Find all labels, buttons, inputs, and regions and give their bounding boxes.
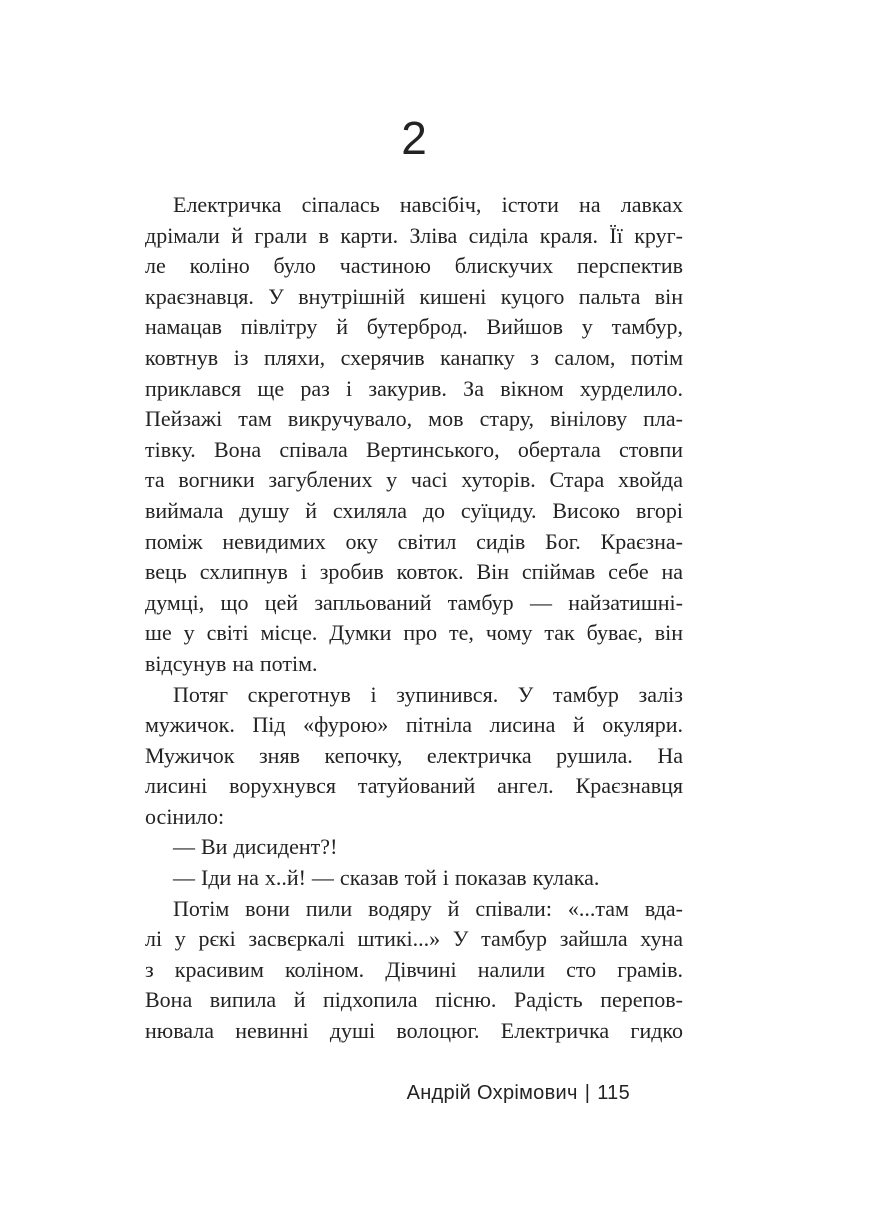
body-line: ковтнув із пляхи, схерячив канапку з салом, потім: [145, 344, 683, 370]
footer-page-number: 115: [597, 1082, 630, 1104]
body-line: ше у світі місце. Думки про те, чому так буває, він: [145, 620, 683, 646]
chapter-number: 2: [401, 112, 427, 164]
body-line: лі у рєкі засвєркалі штикі...» У тамбур зайшла хуна: [145, 926, 683, 952]
body-line: нювала невинні душі волоцюг. Електричка гидко: [145, 1018, 683, 1044]
dialogue-line: — Іди на х..й! — сказав той і показав кулака.: [173, 865, 600, 891]
body-line: поміж невидимих оку світил сидів Бог. Краєзна-: [145, 528, 683, 554]
body-line: ле коліно було частиною блискучих перспектив: [145, 253, 683, 279]
body-line: мужичок. Під «фурою» пітніла лисина й окуляри.: [145, 712, 683, 738]
body-line: думці, що цей запльований тамбур — найзатишні-: [145, 589, 683, 615]
body-line: намацав півлітру й бутерброд. Вийшов у тамбур,: [145, 314, 683, 340]
body-line: вець схлипнув і зробив ковток. Він спіймав себе на: [145, 559, 683, 585]
body-line: відсунув на потім.: [145, 650, 318, 676]
body-line: виймала душу й схиляла до суїциду. Високо вгорі: [145, 497, 683, 523]
body-line: дрімали й грали в карти. Зліва сиділа краля. Її круг-: [145, 222, 683, 248]
body-line: краєзнавця. У внутрішній кишені куцого пальта він: [145, 283, 683, 309]
body-line: Вона випила й підхопила пісню. Радість перепов-: [145, 987, 683, 1013]
body-line: лисині ворухнувся татуйований ангел. Краєзнавця: [145, 773, 683, 799]
body-line: Потяг скреготнув і зупинився. У тамбур заліз: [173, 681, 683, 707]
body-line: осінило:: [145, 803, 225, 829]
footer-author: Андрій Охрімович: [406, 1082, 578, 1104]
body-line: Електричка сіпалась навсібіч, істоти на лавках: [173, 192, 683, 217]
body-line: та вогники загублених у часі хуторів. Стара хвойда: [145, 467, 683, 493]
body-line: з красивим коліном. Дівчині налили сто грамів.: [145, 956, 683, 982]
body-line: Потім вони пили водяру й співали: «...там вда-: [173, 895, 683, 921]
body-line: тівку. Вона співала Вертинського, обертала стовпи: [145, 436, 683, 462]
footer-separator: |: [584, 1082, 591, 1104]
body-line: Пейзажі там викручувало, мов стару, вінілову пла-: [145, 406, 683, 432]
body-line: приклався ще раз і закурив. За вікном хурделило.: [145, 375, 683, 401]
body-line: Мужичок зняв кепочку, електричка рушила. На: [145, 742, 683, 768]
body-text-block: [145, 190, 683, 1047]
page-footer: [407, 1082, 630, 1105]
dialogue-line: — Ви дисидент?!: [173, 834, 338, 860]
